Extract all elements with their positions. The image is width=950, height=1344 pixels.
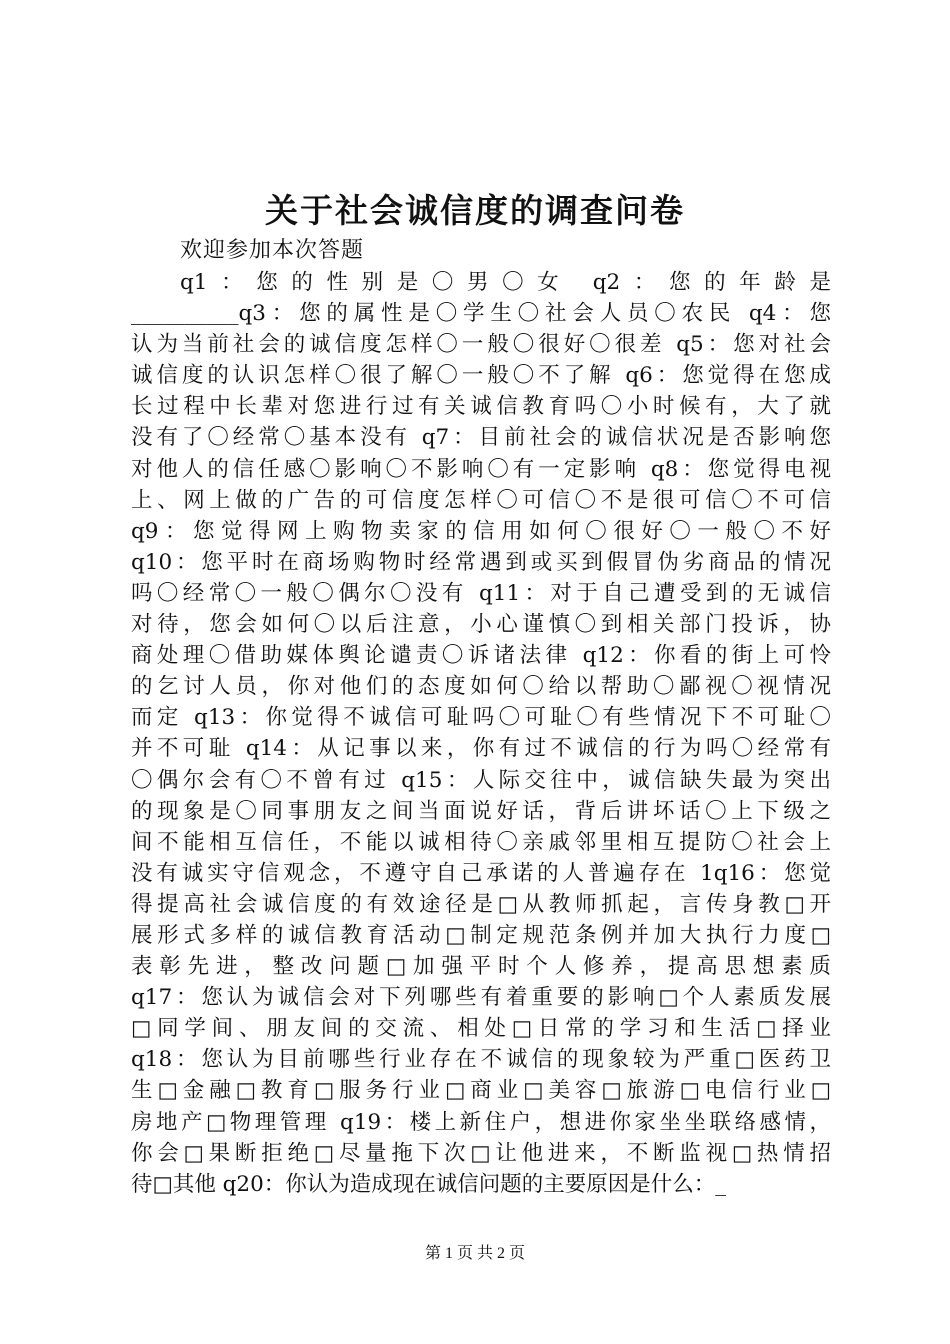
body-line: 商处理〇借助媒体舆论谴责〇诉诸法律 q12：你看的街上可怜 xyxy=(131,643,831,669)
body-line: 房地产□物理管理 q19：楼上新住户，想进你家坐坐联络感情， xyxy=(131,1109,831,1135)
body-line: 没有诚实守信观念，不遵守自己承诺的人普遍存在 1q16：您觉 xyxy=(131,860,831,886)
body-line: 并不可耻 q14：从记事以来，你有过不诚信的行为吗〇经常有 xyxy=(131,736,831,762)
body-line: 上、网上做的广告的可信度怎样〇可信〇不是很可信〇不可信 xyxy=(131,487,831,513)
body-line: 你会□果断拒绝□尽量拖下次□让他进来，不断监视□热情招 xyxy=(131,1140,831,1166)
body-line: 对他人的信任感〇影响〇不影响〇有一定影响 q8：您觉得电视 xyxy=(131,456,831,482)
body-line: 对待，您会如何〇以后注意，小心谨慎〇到相关部门投诉，协 xyxy=(131,612,831,638)
body-line: 认为当前社会的诚信度怎样〇一般〇很好〇很差 q5：您对社会 xyxy=(131,332,831,358)
intro-text: 欢迎参加本次答题 xyxy=(180,238,365,263)
body-line: q9：您觉得网上购物卖家的信用如何〇很好〇一般〇不好 xyxy=(131,518,831,544)
body-line: 的现象是〇同事朋友之间当面说好话，背后讲坏话〇上下级之 xyxy=(131,798,831,824)
body-line: 没有了〇经常〇基本没有 q7：目前社会的诚信状况是否影响您 xyxy=(131,425,831,451)
body-line: 间不能相互信任，不能以诚相待〇亲戚邻里相互提防〇社会上 xyxy=(131,829,831,855)
body-line: 吗〇经常〇一般〇偶尔〇没有 q11：对于自己遭受到的无诚信 xyxy=(131,580,831,606)
body-line: 待□其他 q20：你认为造成现在诚信问题的主要原因是什么：_ xyxy=(131,1171,727,1197)
body-line: 表彰先进，整改问题□加强平时个人修养，提高思想素质 xyxy=(131,954,831,980)
body-line: q17：您认为诚信会对下列哪些有着重要的影响□个人素质发展 xyxy=(131,985,831,1011)
page-footer: 第 1 页 共 2 页 xyxy=(424,1245,525,1262)
body-line: □同学间、朋友间的交流、相处□日常的学习和生活□择业 xyxy=(131,1016,831,1042)
document-title: 关于社会诚信度的调查问卷 xyxy=(265,191,685,230)
body-line: 而定 q13：你觉得不诚信可耻吗〇可耻〇有些情况下不可耻〇 xyxy=(131,705,831,731)
body-line: 展形式多样的诚信教育活动□制定规范条例并加大执行力度□ xyxy=(131,922,831,948)
body-line: 诚信度的认识怎样〇很了解〇一般〇不了解 q6：您觉得在您成 xyxy=(131,363,831,389)
body-line: q18：您认为目前哪些行业存在不诚信的现象较为严重□医药卫 xyxy=(131,1047,831,1073)
body-line: q1：您的性别是〇男〇女 q2：您的年龄是 xyxy=(180,270,831,295)
questionnaire-body xyxy=(131,267,831,1200)
body-line: 得提高社会诚信度的有效途径是□从教师抓起，言传身教□开 xyxy=(131,891,831,917)
body-line: q10：您平时在商场购物时经常遇到或买到假冒伪劣商品的情况 xyxy=(131,549,831,575)
body-line: 的乞讨人员，你对他们的态度如何〇给以帮助〇鄙视〇视情况 xyxy=(131,674,831,700)
body-line: 〇偶尔会有〇不曾有过 q15：人际交往中，诚信缺失最为突出 xyxy=(131,767,831,793)
body-line: __________q3：您的属性是〇学生〇社会人员〇农民 q4：您 xyxy=(131,301,831,327)
body-line: 长过程中长辈对您进行过有关诚信教育吗〇小时候有，大了就 xyxy=(131,394,831,420)
body-line: 生□金融□教育□服务行业□商业□美容□旅游□电信行业□ xyxy=(131,1078,831,1104)
